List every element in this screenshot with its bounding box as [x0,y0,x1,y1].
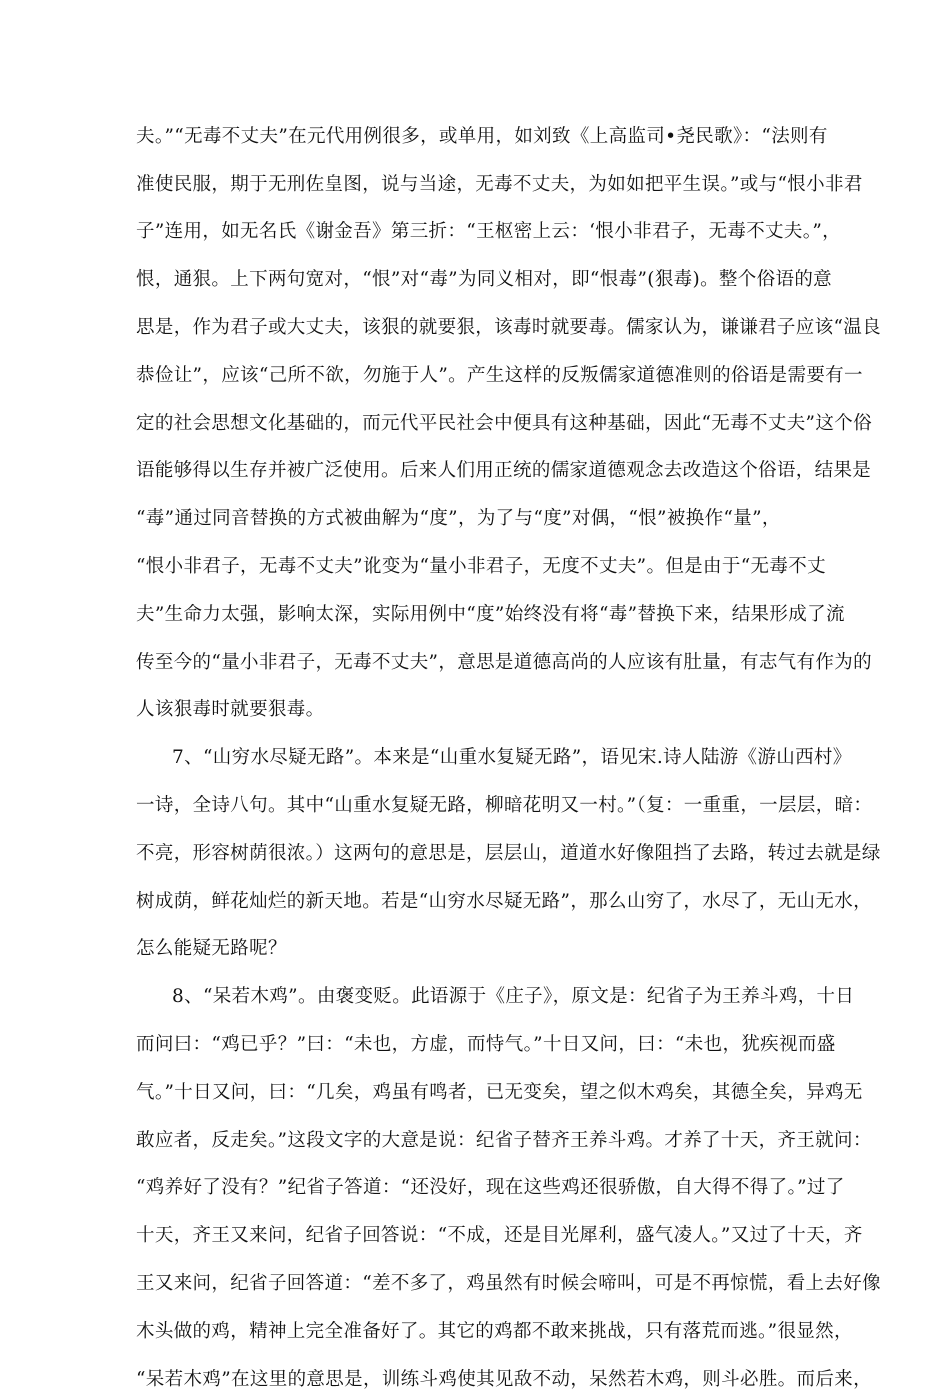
text-line: 准使民服，期于无刑佐皇图，说与当途，无毒不丈夫，为如如把平生误。”或与“恨小非君 [136,174,863,195]
text-line: 十天，齐王又来问，纪省子回答说：“不成，还是目光犀利，盛气凌人。”又过了十天，齐 [136,1225,863,1246]
text-line: 恭俭让”，应该“己所不欲，勿施于人”。产生这样的反叛儒家道德准则的俗语是需要有一 [136,365,863,386]
text-line: 思是，作为君子或大丈夫，该狠的就要狠，该毒时就要毒。儒家认为，谦谦君子应该“温良 [136,317,881,338]
text-line: 树成荫，鲜花灿烂的新天地。若是“山穷水尽疑无路”，那么山穷了，水尽了，无山无水， [136,891,872,912]
text-line: 怎么能疑无路呢？ [136,938,287,959]
text-line: 王又来问，纪省子回答道：“差不多了，鸡虽然有时候会啼叫，可是不再惊慌，看上去好像 [136,1273,881,1294]
text-line: 木头做的鸡，精神上完全准备好了。其它的鸡都不敢来挑战，只有落荒而逃。”很显然， [136,1321,853,1342]
text-line: 而问曰：“鸡已乎？”曰：“未也，方虚，而恃气。”十日又问，曰：“未也，犹疾视而盛 [136,1034,836,1055]
text-line: 人该狠毒时就要狠毒。 [136,699,325,720]
text-line: 子”连用，如无名氏《谢金吾》第三折：“王枢密上云：‘恨小非君子，无毒不丈夫。”， [136,221,842,242]
text-line: 气。”十日又问，曰：“几矣，鸡虽有鸣者，已无变矣，望之似木鸡矣，其德全矣，异鸡无 [136,1082,863,1103]
text-line: “毒”通过同音替换的方式被曲解为“度”，为了与“度”对偶，“恨”被换作“量”， [136,508,781,529]
text-line: 夫。”“无毒不丈夫”在元代用例很多，或单用，如刘致《上高监司•尧民歌》：“法则有 [136,126,828,147]
text-line: 传至今的“量小非君子，无毒不丈夫”，意思是道德高尚的人应该有肚量，有志气有作为的 [136,652,872,673]
paragraph-8-start: 8、“呆若木鸡”。由褒变贬。此语源于《庄子》，原文是：纪省子为王养斗鸡，十日 [172,986,855,1007]
text-line: 一诗，全诗八句。其中“山重水复疑无路，柳暗花明又一村。”（复：一重重，一层层，暗： [136,795,873,816]
text-line: 敢应者，反走矣。”这段文字的大意是说：纪省子替齐王养斗鸡。才养了十天，齐王就问： [136,1130,872,1151]
text-line: “鸡养好了没有？”纪省子答道：“还没好，现在这些鸡还很骄傲，自大得不得了。”过了 [136,1177,845,1198]
text-line: 不亮，形容树荫很浓。）这两句的意思是，层层山，道道水好像阻挡了去路，转过去就是绿 [136,843,881,864]
text-line: 语能够得以生存并被广泛使用。后来人们用正统的儒家道德观念去改造这个俗语，结果是 [136,460,872,481]
text-line: “呆若木鸡”在这里的意思是，训练斗鸡使其见敌不动，呆然若木鸡，则斗必胜。而后来， [136,1369,872,1390]
paragraph-7-start: 7、“山穷水尽疑无路”。本来是“山重水复疑无路”，语见宋.诗人陆游《游山西村》 [172,747,852,768]
text-line: 恨，通狠。上下两句宽对，“恨”对“毒”为同义相对，即“恨毒”(狠毒)。整个俗语的意 [136,269,833,290]
text-line: 夫”生命力太强，影响太深，实际用例中“度”始终没有将“毒”替换下来，结果形成了流 [136,604,845,625]
text-line: “恨小非君子，无毒不丈夫”讹变为“量小非君子，无度不丈夫”。但是由于“无毒不丈 [136,556,826,577]
text-line: 定的社会思想文化基础的，而元代平民社会中便具有这种基础，因此“无毒不丈夫”这个俗 [136,413,872,434]
